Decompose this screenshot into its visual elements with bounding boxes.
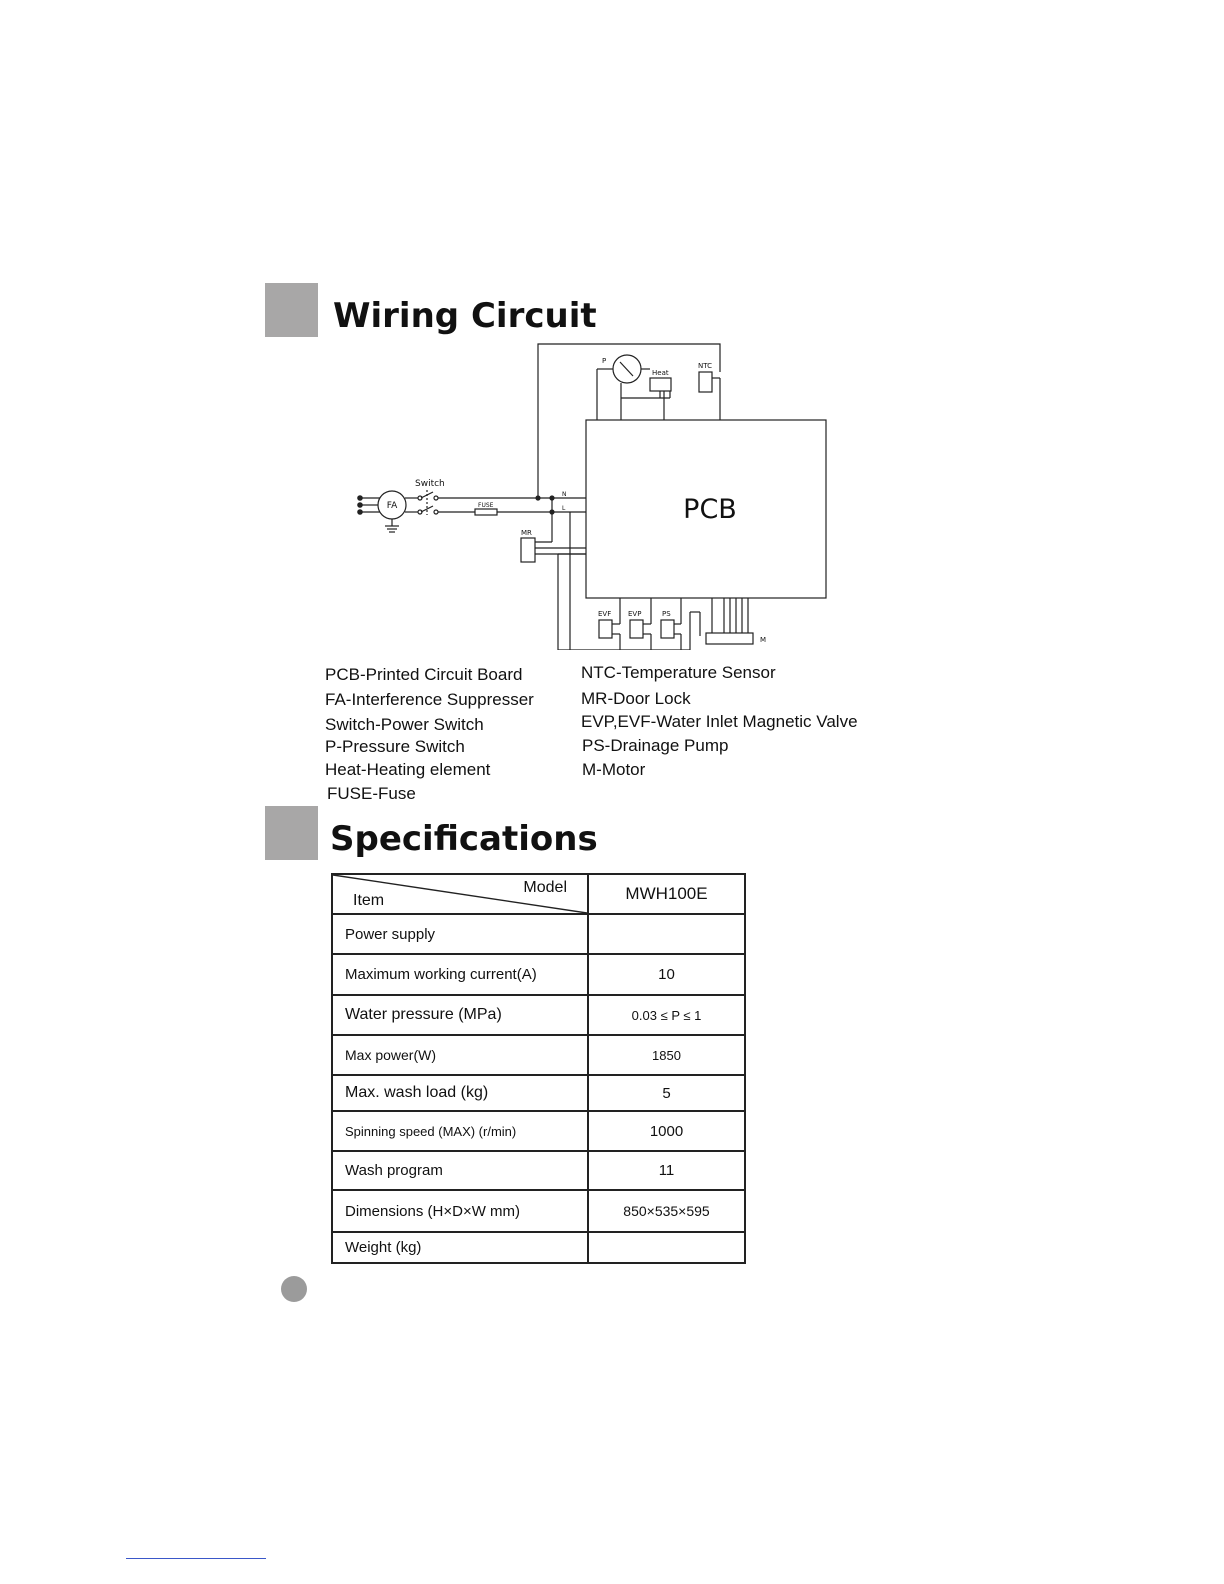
header-item: Item — [353, 892, 385, 909]
row-value: 0.03 ≤ P ≤ 1 — [588, 995, 745, 1035]
row-item: Wash program — [332, 1151, 588, 1190]
row-item: Power supply — [332, 914, 588, 954]
row-value: 850×535×595 — [588, 1190, 745, 1232]
wiring-title: Wiring Circuit — [333, 296, 597, 336]
footer-rule — [126, 1558, 266, 1559]
m-label: M — [760, 636, 767, 644]
legend-item: MR-Door Lock — [581, 689, 691, 708]
fa-label: FA — [386, 501, 398, 511]
section-marker-wiring — [265, 283, 318, 337]
row-value: 10 — [588, 954, 745, 995]
row-item: Water pressure (MPa) — [332, 995, 588, 1035]
row-item: Spinning speed (MAX) (r/min) — [332, 1111, 588, 1151]
legend-item: PCB-Printed Circuit Board — [325, 665, 523, 684]
section-marker-specs — [265, 806, 318, 860]
specs-title: Specifications — [330, 819, 598, 859]
wire-top-loop — [538, 344, 720, 500]
row-value — [588, 914, 745, 954]
table-row — [332, 1232, 745, 1263]
l-label: L — [562, 505, 566, 512]
row-item: Dimensions (H×D×W mm) — [332, 1190, 588, 1232]
table-row — [332, 1111, 745, 1151]
table-row — [332, 995, 745, 1035]
evf-label: EVF — [598, 610, 612, 618]
row-value: 11 — [588, 1151, 745, 1190]
legend-item: FUSE-Fuse — [327, 784, 416, 803]
mr-label: MR — [521, 529, 532, 537]
mr-symbol — [521, 538, 535, 562]
legend-item: PS-Drainage Pump — [582, 736, 729, 755]
table-row — [332, 1151, 745, 1190]
model-name: MWH100E — [588, 874, 745, 914]
table-header-row — [332, 874, 745, 914]
ps-label: PS — [662, 610, 671, 618]
evp-symbol — [630, 620, 643, 638]
wire-bottom-loop — [558, 512, 570, 650]
table-row — [332, 914, 745, 954]
specs-table — [331, 873, 746, 1264]
pcb-label: PCB — [683, 494, 737, 525]
ps-symbol — [661, 620, 674, 638]
heat-label: Heat — [652, 369, 669, 377]
table-row — [332, 1035, 745, 1075]
motor-symbol — [706, 633, 753, 644]
legend-item: NTC-Temperature Sensor — [581, 663, 776, 682]
legend-item: EVP,EVF-Water Inlet Magnetic Valve — [581, 712, 858, 731]
heat-symbol — [650, 378, 671, 391]
ntc-symbol — [699, 372, 712, 392]
table-row — [332, 954, 745, 995]
legend-item: Heat-Heating element — [325, 760, 491, 779]
row-item: Weight (kg) — [332, 1232, 588, 1263]
n-label: N — [562, 491, 567, 498]
legend-item: Switch-Power Switch — [325, 715, 484, 734]
header-model: Model — [523, 879, 567, 896]
table-row — [332, 1190, 745, 1232]
row-value: 5 — [588, 1075, 745, 1111]
legend-item: P-Pressure Switch — [325, 737, 465, 756]
wiring-diagram — [340, 338, 840, 650]
p-label: P — [602, 357, 607, 365]
row-item: Max power(W) — [332, 1035, 588, 1075]
fuse-label: FUSE — [478, 502, 494, 509]
fuse-symbol — [475, 509, 497, 515]
legend-item: M-Motor — [582, 760, 646, 779]
header-diagonal-cell — [332, 874, 588, 914]
row-item: Maximum working current(A) — [332, 954, 588, 995]
table-row — [332, 1075, 745, 1111]
legend-item: FA-Interference Suppresser — [325, 690, 534, 709]
row-value — [588, 1232, 745, 1263]
row-item: Max. wash load (kg) — [332, 1075, 588, 1111]
evp-label: EVP — [628, 610, 642, 618]
row-value: 1850 — [588, 1035, 745, 1075]
page-marker-dot — [281, 1276, 307, 1302]
evf-symbol — [599, 620, 612, 638]
switch-label: Switch — [415, 479, 445, 489]
ntc-label: NTC — [698, 362, 712, 370]
row-value: 1000 — [588, 1111, 745, 1151]
